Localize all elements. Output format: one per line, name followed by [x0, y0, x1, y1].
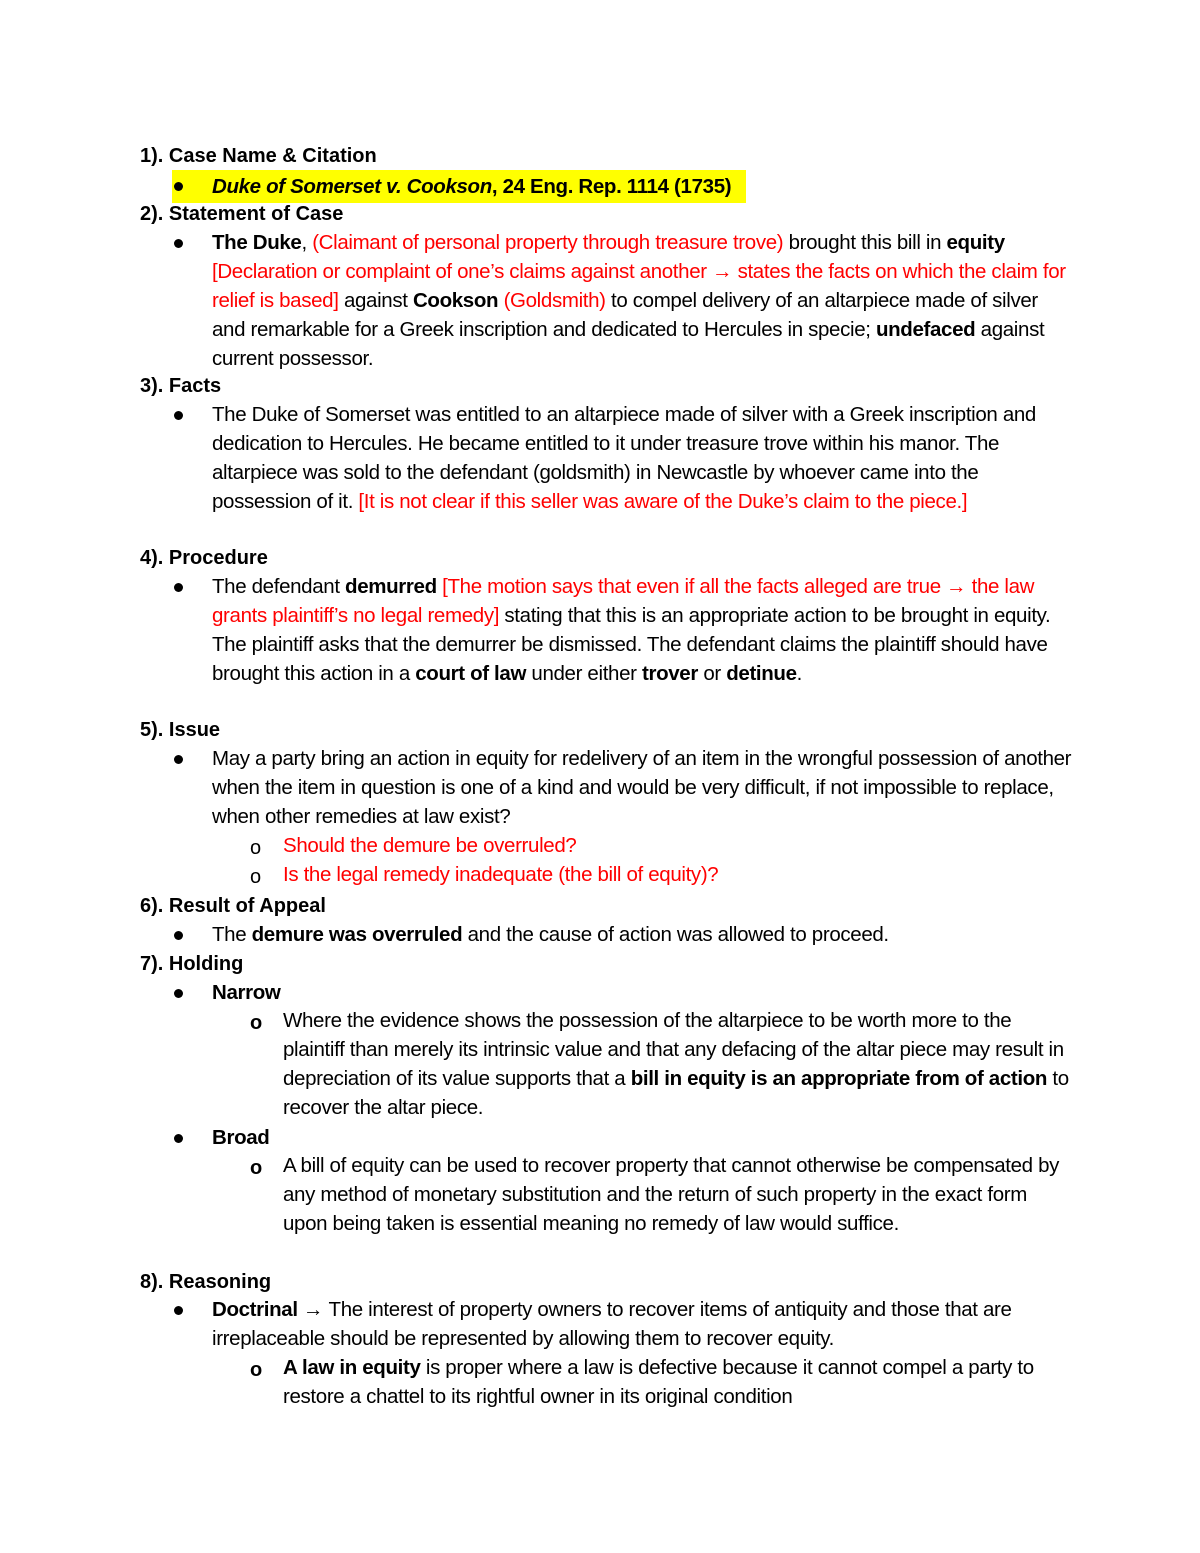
section-heading-statement: 2). Statement of Case [140, 203, 344, 225]
statement-t5: equity [946, 231, 1005, 254]
statement-t2: , [301, 231, 313, 254]
bullet-icon [174, 755, 183, 764]
section-heading-issue: 5). Issue [140, 719, 221, 741]
procedure-t6: court of law [415, 662, 527, 685]
bullet-icon [174, 583, 183, 592]
section-heading-result: 6). Result of Appeal [140, 895, 326, 917]
statement-paragraph [212, 228, 1072, 373]
holding-narrow-t3: to recover the altar piece. [283, 1067, 1069, 1119]
statement-t8: against [338, 289, 413, 312]
procedure-t5: stating that this is an appropriate action to be brought in equity. The plaintiff asks that the demurrer be dismissed. The defendant claims the plaintiff should have brought this action in a [212, 604, 1051, 685]
sub-bullet-icon: o [250, 1157, 263, 1179]
section-heading-holding: 7). Holding [140, 953, 244, 975]
facts-t1: The Duke of Somerset was entitled to an altarpiece made of silver with a Greek inscription and dedication to Hercules. He became entitled to it under treasure trove within his manor. The altarpiece was sold to the defendant (goldsmith) in Newcastle by whoever came into the possession of it. [212, 403, 1036, 513]
bullet-icon [174, 239, 183, 248]
case-citation-text: , 24 Eng. Rep. 1114 (1735) [491, 175, 732, 198]
bullet-icon [174, 989, 183, 998]
statement-t13: undefaced [875, 318, 976, 341]
procedure-paragraph [212, 572, 1072, 688]
bullet-icon [174, 411, 183, 420]
procedure-t11: . [796, 662, 803, 685]
statement-t3: (Claimant of personal property through treasure trove) [312, 231, 784, 254]
statement-t4: brought this bill in [783, 231, 947, 254]
reasoning-doctrinal-text: The interest of property owners to recover items of antiquity and those that are irreplaceable should be represented by allowing them to recover equity. [212, 1298, 1012, 1350]
reasoning-doctrinal [212, 1295, 1072, 1353]
sub-bullet-icon: o [250, 1012, 263, 1034]
result-paragraph [212, 920, 1072, 949]
reasoning-sub-t2: is proper where a law is defective because it cannot compel a party to restore a chattel to its rightful owner in its original condition [283, 1356, 1034, 1408]
issue-sub-question-2: Is the legal remedy inadequate (the bill of equity)? [283, 863, 719, 886]
holding-narrow-t2: bill in equity is an appropriate from of action [630, 1067, 1048, 1090]
bullet-icon [174, 931, 183, 940]
section-heading-case-name: 1). Case Name & Citation [140, 145, 377, 167]
statement-t1: The Duke [212, 231, 302, 254]
statement-t12: to compel delivery of an altarpiece made of silver and remarkable for a Greek inscription and dedicated to Hercules in specie; [212, 289, 1038, 341]
reasoning-sub-t1: A law in equity [283, 1356, 421, 1379]
holding-narrow-text [283, 1006, 1073, 1122]
reasoning-sub [283, 1353, 1073, 1411]
bullet-icon [174, 182, 183, 191]
section-heading-procedure: 4). Procedure [140, 547, 268, 569]
facts-t2: [It is not clear if this seller was aware of the Duke’s claim to the piece.] [358, 490, 968, 513]
result-t1: The [212, 923, 252, 946]
issue-question: May a party bring an action in equity for redelivery of an item in the wrongful possession of another when the item in question is one of a kind and would be very difficult, if not impossible to replace, when other remedies at law exist? [212, 747, 1072, 828]
section-heading-facts: 3). Facts [140, 375, 222, 397]
facts-paragraph [212, 400, 1072, 516]
procedure-t4: [The motion says that even if all the facts alleged are true → the law grants plaintiff’s no legal remedy] [212, 575, 1035, 627]
procedure-t10: detinue [726, 662, 797, 685]
statement-t11: (Goldsmith) [503, 289, 606, 312]
case-citation [212, 172, 1072, 201]
holding-narrow-t1: Where the evidence shows the possession of the altarpiece to be worth more to the plaintiff than merely its intrinsic value and that any defacing of the altar piece may result in depreciation of its value supports that a [283, 1009, 1064, 1090]
section-heading-reasoning: 8). Reasoning [140, 1271, 272, 1293]
sub-bullet-icon: o [250, 837, 262, 859]
procedure-t8: trover [641, 662, 698, 685]
result-t3: and the cause of action was allowed to proceed. [462, 923, 889, 946]
result-t2: demure was overruled [251, 923, 463, 946]
statement-t7: [Declaration or complaint of one’s claims against another → states the facts on which the claim for relief is based] [212, 260, 1066, 312]
statement-t9: Cookson [412, 289, 499, 312]
bullet-icon [174, 1306, 183, 1315]
holding-narrow-label: Narrow [212, 981, 281, 1004]
sub-bullet-icon: o [250, 1359, 263, 1381]
holding-broad-label: Broad [212, 1126, 270, 1149]
sub-bullet-icon: o [250, 866, 262, 888]
issue-sub-question-1: Should the demure be overruled? [283, 834, 577, 857]
procedure-t9: or [697, 662, 727, 685]
bullet-icon [174, 1134, 183, 1143]
statement-t14: against current possessor. [212, 318, 1045, 370]
reasoning-doctrinal-label: Doctrinal [212, 1298, 298, 1321]
case-name: Duke of Somerset v. Cookson [212, 175, 492, 198]
holding-broad-text: A bill of equity can be used to recover property that cannot otherwise be compensated by any method of monetary substitution and the return of such property in the exact form upon being taken is essential meaning no remedy of law would suffice. [283, 1154, 1060, 1235]
arrow-right-icon: → [297, 1298, 329, 1321]
procedure-t2: demurred [345, 575, 437, 598]
procedure-t1: The defendant [212, 575, 346, 598]
procedure-t7: under either [526, 662, 642, 685]
